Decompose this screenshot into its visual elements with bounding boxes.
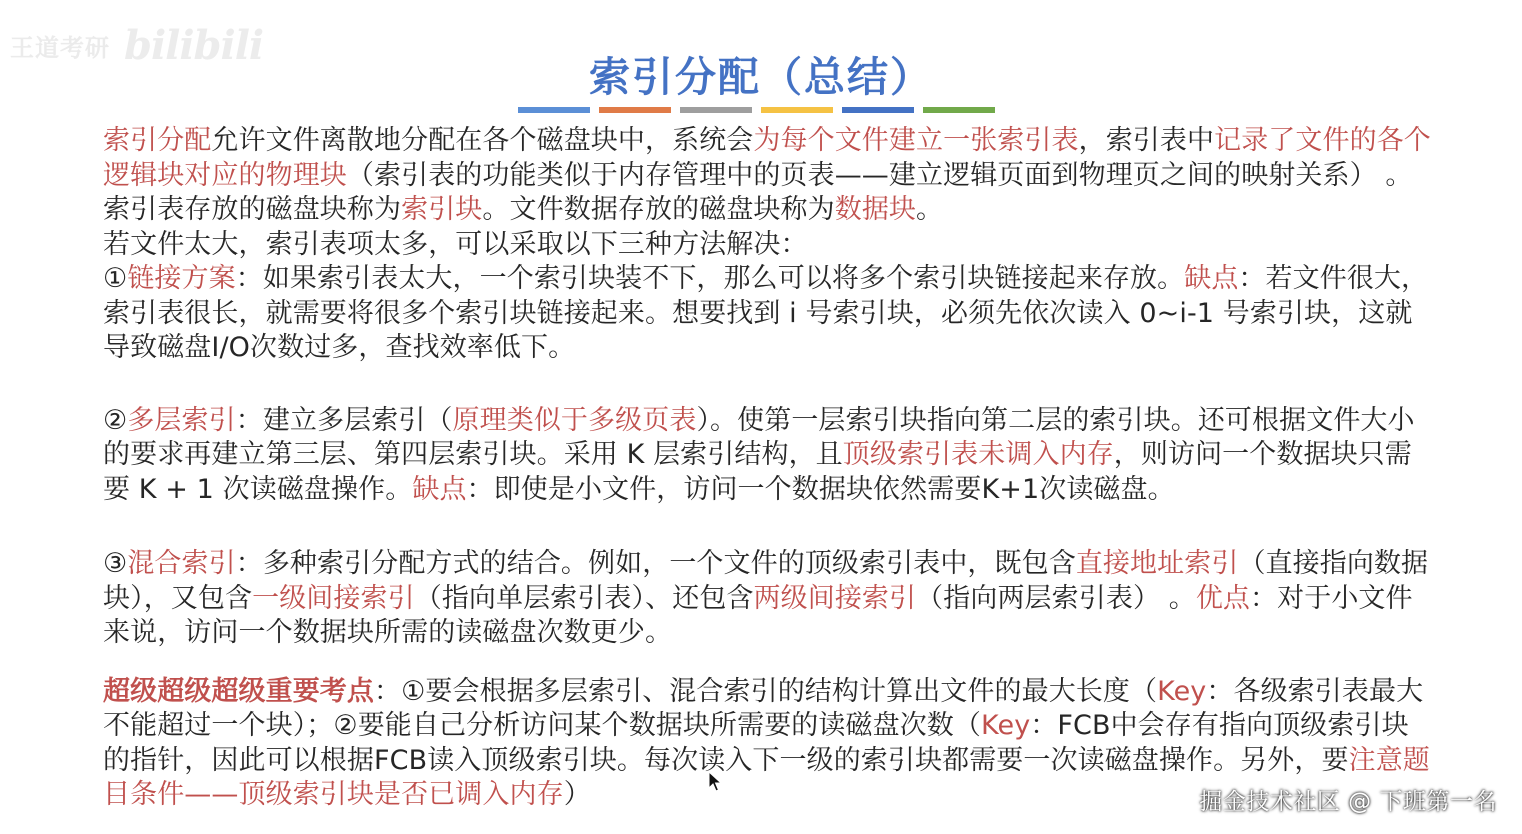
highlight-multilevel-page-table: 原理类似于多级页表 — [452, 404, 697, 436]
circled-number: ③ — [103, 548, 128, 579]
text-run: ：即使是小文件，访问一个数据块依然需要K+1次读磁盘。 — [466, 473, 1175, 505]
text-run: 允许文件离散地分配在各个磁盘块中，系统会 — [211, 125, 754, 156]
highlight-check-top-index-loaded: 注意题目条件——顶级索引块是否已调入内存 — [103, 744, 1430, 810]
term-disadvantage: 缺点 — [1184, 263, 1239, 294]
key-label: Key — [981, 710, 1031, 741]
text-run: ：建立多层索引（ — [235, 404, 453, 436]
text-run: ） — [563, 779, 591, 810]
color-bar — [842, 107, 914, 113]
watermark-bottom-right: 掘金技术社区 @ 下班第一名 — [1199, 789, 1497, 815]
text-run: （直接指向数据块），又包含 — [103, 548, 1429, 614]
text-run: （指向两层索引表） 。 — [916, 582, 1196, 614]
slide-content — [103, 124, 1433, 813]
color-bar — [599, 107, 671, 113]
highlight-logical-physical: 记录了文件的各个逻辑块对应的物理块 — [103, 125, 1431, 191]
text-run: ：若文件很大，索引表很长，就需要将很多个索引块链接起来。想要找到 i 号索引块，必须先依次读入 0~i-1 号索引块，这就导致磁盘I/O次数过多，查找效率低下。 — [103, 263, 1429, 363]
key-points-label: 超级超级超级重要考点 — [103, 675, 374, 707]
term-index-block: 索引块 — [401, 194, 483, 225]
watermark-channel-text: 王道考研 — [10, 34, 110, 62]
text-run: 。文件数据存放的磁盘块称为 — [482, 194, 835, 225]
color-bar — [761, 107, 833, 113]
text-run: ）。使第一层索引块指向第二层的索引块。还可根据文件大小的要求再建立第三层、第四层索引块。采用 K 层索引结构，且 — [103, 404, 1415, 470]
text-run: ：如果索引表太大，一个索引块装不下，那么可以将多个索引块链接起来存放。 — [235, 263, 1185, 294]
text-run: （索引表的功能类似于内存管理中的页表——建立逻辑页面到物理页之间的映射关系） 。索引表存放的磁盘块称为 — [103, 159, 1413, 225]
term-single-indirect-index: 一级间接索引 — [252, 582, 415, 614]
spacer — [103, 651, 1433, 675]
slide-title: 索引分配（总结） — [589, 53, 933, 101]
text-run: ：FCB中会存有指向顶级索引块的指针，因此可以根据FCB读入顶级索引块。每次读入下一级的索引块都需要一次读磁盘操作。另外，要 — [103, 710, 1409, 776]
color-bar — [518, 107, 590, 113]
bilibili-logo-icon: bilibili — [124, 22, 264, 69]
highlight-index-table: 为每个文件建立一张索引表 — [753, 125, 1079, 156]
term-index-allocation: 索引分配 — [103, 125, 212, 156]
linked-scheme-paragraph — [103, 262, 1433, 366]
text-run: ，索引表中 — [1078, 125, 1215, 156]
circled-number: ② — [103, 404, 128, 436]
text-run: ：①要会根据多层索引、混合索引的结构计算出文件的最大长度（ — [374, 675, 1158, 707]
methods-intro-line: 若文件太大，索引表项太多，可以采取以下三种方法解决： — [103, 228, 808, 260]
text-run: ：多种索引分配方式的结合。例如，一个文件的顶级索引表中，既包含 — [235, 548, 1076, 579]
circled-number: ① — [103, 263, 128, 294]
highlight-top-index-not-loaded: 顶级索引表未调入内存 — [842, 439, 1114, 470]
text-run: ：对于小文件来说，访问一个数据块所需的读磁盘次数更少。 — [103, 582, 1413, 648]
text-run: ，则访问一个数据块只需要 K + 1 次读磁盘操作。 — [103, 439, 1412, 505]
spacer — [103, 507, 1433, 547]
term-disadvantage: 缺点 — [412, 473, 467, 505]
term-data-block: 数据块 — [834, 194, 917, 225]
term-linked-scheme: 链接方案 — [127, 263, 236, 294]
text-run: 。 — [916, 194, 944, 225]
term-double-indirect-index: 两级间接索引 — [753, 582, 917, 614]
mixed-index-paragraph — [103, 547, 1433, 651]
title-underline-color-bars — [518, 107, 995, 113]
term-direct-address-index: 直接地址索引 — [1075, 548, 1239, 579]
intro-paragraph — [103, 124, 1433, 228]
term-multilevel-index: 多层索引 — [127, 404, 236, 436]
text-run: ：各级索引表最大不能超过一个块）；②要能自己分析访问某个数据块所需要的读磁盘次数（ — [103, 675, 1424, 741]
mouse-cursor-icon — [708, 771, 724, 793]
color-bar — [680, 107, 752, 113]
spacer — [103, 366, 1433, 404]
multilevel-index-paragraph — [103, 404, 1433, 508]
key-label: Key — [1157, 675, 1207, 707]
text-run: （指向单层索引表）、还包含 — [414, 582, 754, 614]
term-mixed-index: 混合索引 — [127, 548, 236, 579]
color-bar — [923, 107, 995, 113]
term-advantage: 优点 — [1195, 582, 1251, 614]
